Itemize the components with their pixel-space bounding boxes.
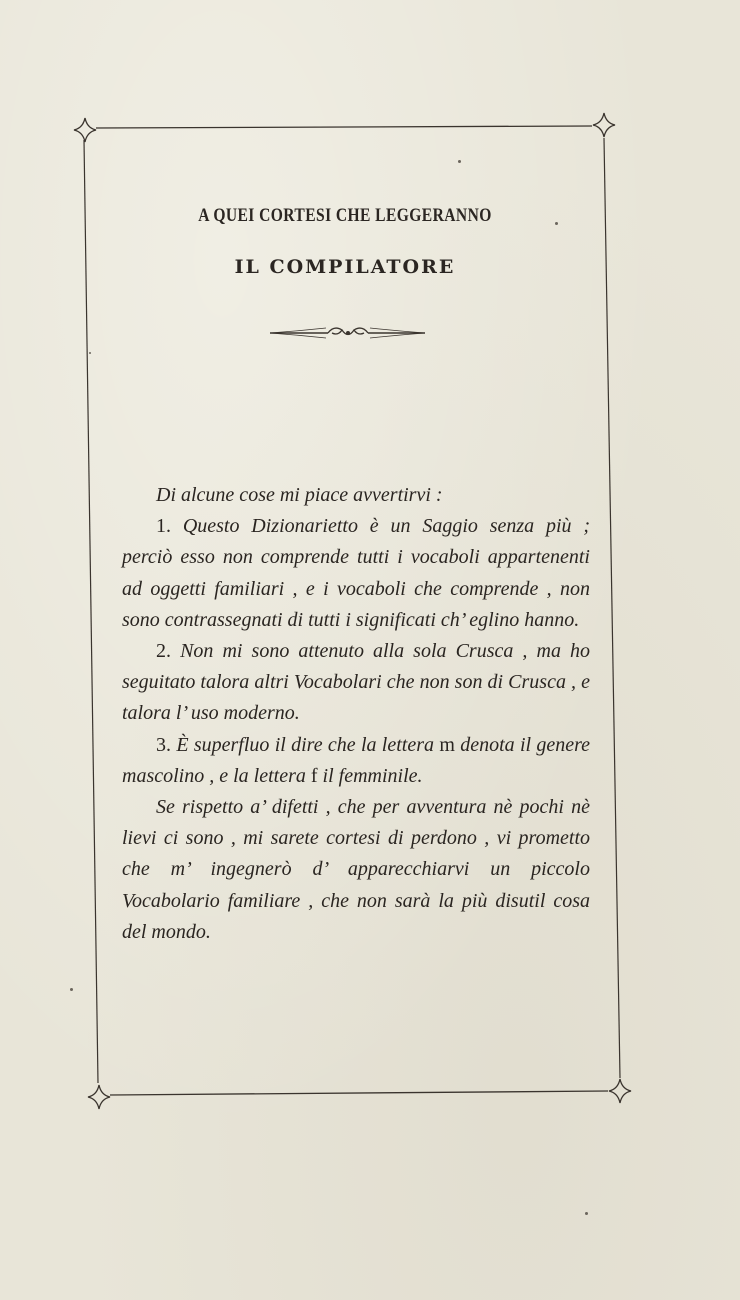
foreword-text (122, 480, 590, 948)
paper-speck (585, 1212, 588, 1215)
paragraph-item-3 (122, 730, 590, 792)
scroll-divider-icon (268, 322, 428, 344)
item-number: 2. (156, 640, 171, 663)
item-text: Non mi sono attenuto alla sola Crusca , ma ho seguitato talora altri Vocabolari che non son di Crusca , e talora l’ uso moderno. (122, 640, 591, 725)
four-point-star-icon (88, 1085, 110, 1109)
four-point-star-icon (593, 113, 615, 137)
paper-speck (70, 988, 73, 991)
closing-paragraph: Se rispetto a’ difetti , che per avventura nè pochi nè lievi ci sono , mi sarete cortesi di perdono , vi prometto che m’ ingegnerò d’ apparecchiarvi un piccolo Vocabolario familiare , che non sarà la più disutil cosa del mondo. (122, 796, 590, 943)
item-text: il femminile. (322, 764, 423, 787)
gender-letter-m: m (439, 733, 455, 756)
four-point-star-icon (74, 118, 96, 142)
item-number: 3. (156, 733, 171, 756)
paragraph-item-2 (122, 636, 590, 730)
four-point-star-icon (609, 1079, 631, 1103)
paper-speck (458, 160, 461, 163)
item-text: È superfluo il dire che la lettera (176, 733, 435, 756)
page-heading: A QUEI CORTESI CHE LEGGERANNO (198, 205, 492, 226)
page-subheading: IL COMPILATORE (234, 256, 456, 278)
item-text: denota il genere mascolino , e la lettera (122, 733, 591, 787)
intro-line: Di alcune cose mi piace avvertirvi : (156, 484, 443, 506)
gender-letter-f: f (310, 764, 318, 787)
paper-speck (89, 352, 91, 354)
item-number: 1. (156, 515, 171, 538)
item-text: Questo Dizionarietto è un Saggio senza più ; perciò esso non comprende tutti i vocaboli appartenenti ad oggetti familiari , e i vocaboli che comprende , non sono contrassegnati di tutti i significati ch’ eglino hanno. (122, 515, 590, 631)
paper-speck (555, 222, 558, 225)
paragraph-item-1 (122, 511, 590, 636)
